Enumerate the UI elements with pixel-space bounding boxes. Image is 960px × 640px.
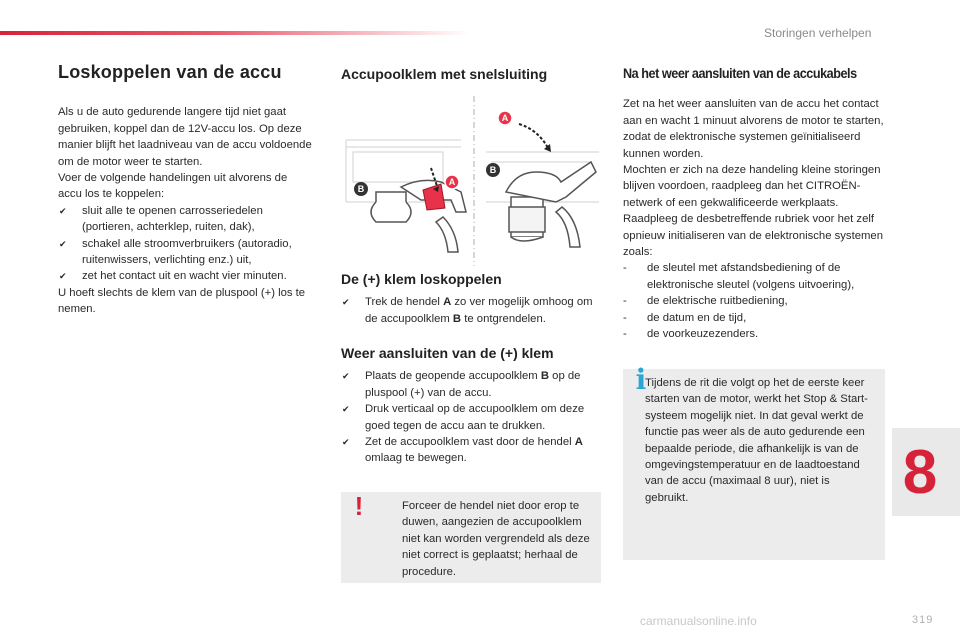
clamp-diagram-svg (341, 92, 603, 270)
list-item: ✔ Druk verticaal op de accupoolklem om deze goed tegen de accu aan te drukken. (342, 403, 585, 432)
systems-list (623, 260, 885, 342)
list-item: ✔ Zet de accupoolklem vast door de hendel A omlaag te bewegen. (342, 436, 583, 465)
check-icon: ✔ (342, 404, 350, 415)
list-item: - de voorkeuzezenders. (623, 326, 885, 342)
page-number: 319 (912, 614, 934, 626)
dash-marker: - (623, 295, 627, 308)
step-list (58, 203, 314, 285)
check-icon: ✔ (342, 297, 350, 308)
dash-marker: - (623, 328, 627, 341)
outro-text: U hoeft slechts de klem van de pluspool (+) los te nemen. (58, 286, 306, 316)
disconnect-title: De (+) klem loskoppelen (341, 271, 502, 287)
label-a-right: A (501, 113, 509, 123)
chapter-badge (892, 428, 960, 516)
check-icon: ✔ (342, 437, 350, 448)
reconnect-steps (341, 368, 603, 466)
dash-marker: - (623, 262, 627, 275)
clamp-illustration (341, 92, 603, 270)
list-item: - de elektrische ruitbediening, (623, 293, 885, 309)
header-accent-bar (0, 31, 470, 35)
column-disconnect (58, 64, 314, 318)
page-title: Loskoppelen van de accu (58, 62, 282, 82)
intro-text: Als u de auto gedurende langere tijd niet gaat gebruiken, koppel dan de 12V-accu los. Op deze manier blijft het laadniveau van de accu voldoende om de motor weer te starten. (58, 106, 312, 168)
chapter-number: 8 (902, 437, 938, 507)
check-icon: ✔ (59, 205, 67, 216)
dash-marker: - (623, 311, 627, 324)
list-item: ✔ schakel alle stroomverbruikers (autoradio, ruitenwissers, verlichting enz.) uit, (59, 237, 292, 267)
info-icon: i (635, 363, 647, 396)
check-icon: ✔ (59, 271, 67, 282)
label-b-left: B (357, 184, 365, 194)
warning-icon: ! (354, 491, 364, 521)
section-title: Storingen verhelpen (764, 26, 872, 40)
info-box (623, 363, 885, 560)
label-b-right: B (489, 165, 497, 175)
info-text: Tijdens de rit die volgt op het de eerste keer starten van de motor, werkt het Stop & Start-systeem mogelijk niet. In dat geval werkt de functie pas weer als de auto gedurende een bepaalde periode, die afhankelijk is van de omgevingstemperatuur en de laadtoestand van de accu (maximaal 8 uur), niet is gebruikt. (645, 377, 868, 504)
para-2: Mochten er zich na deze handeling kleine storingen blijven voordoen, raadpleeg dan het CITROËN-netwerk of een gekwalificeerde werkplaats. (623, 164, 881, 209)
list-item: ✔ Trek de hendel A zo ver mogelijk omhoog om de accupoolklem B te ontgrendelen. (342, 296, 593, 325)
after-reconnect-title: Na het weer aansluiten van de accukabels (623, 66, 857, 81)
disconnect-section (341, 271, 603, 327)
label-a-left: A (448, 177, 456, 187)
disconnect-steps (341, 294, 603, 327)
check-icon: ✔ (342, 371, 350, 382)
check-icon: ✔ (59, 238, 67, 249)
intro-text-2: Voer de volgende handelingen uit alvorens de accu los te koppelen: (58, 172, 288, 201)
list-item: - de sleutel met afstandsbediening of de elektronische sleutel (volgens uitvoering), (623, 262, 855, 291)
list-item: - de datum en de tijd, (623, 310, 885, 326)
para-1: Zet na het weer aansluiten van de accu het contact aan en wacht 1 minuut alvorens de motor te starten, zodat de elektronische systemen geïnitialiseerd kunnen worden. (623, 98, 884, 160)
watermark: carmanualsonline.info (640, 614, 757, 628)
warning-text: Forceer de hendel niet door erop te duwen, aangezien de accupoolklem niet kan worden vergrendeld als deze niet correct is geplaatst; herhaal de procedure. (402, 500, 590, 578)
quick-clamp-title: Accupoolklem met snelsluiting (341, 66, 548, 82)
warning-box (341, 492, 601, 583)
column-quick-clamp (341, 64, 603, 82)
list-item: ✔ Plaats de geopende accupoolklem B op de pluspool (+) van de accu. (342, 370, 581, 399)
para-3: Raadpleeg de desbetreffende rubriek voor het zelf opnieuw initialiseren van de elektronische systemen zoals: (623, 213, 883, 259)
list-item: ✔ zet het contact uit en wacht vier minuten. (58, 268, 314, 284)
reconnect-section (341, 345, 603, 467)
list-item: ✔ sluit alle te openen carrosseriedelen (portieren, achterklep, ruiten, dak), (59, 204, 263, 234)
reconnect-title: Weer aansluiten van de (+) klem (341, 345, 554, 361)
column-after-reconnect (623, 64, 885, 343)
